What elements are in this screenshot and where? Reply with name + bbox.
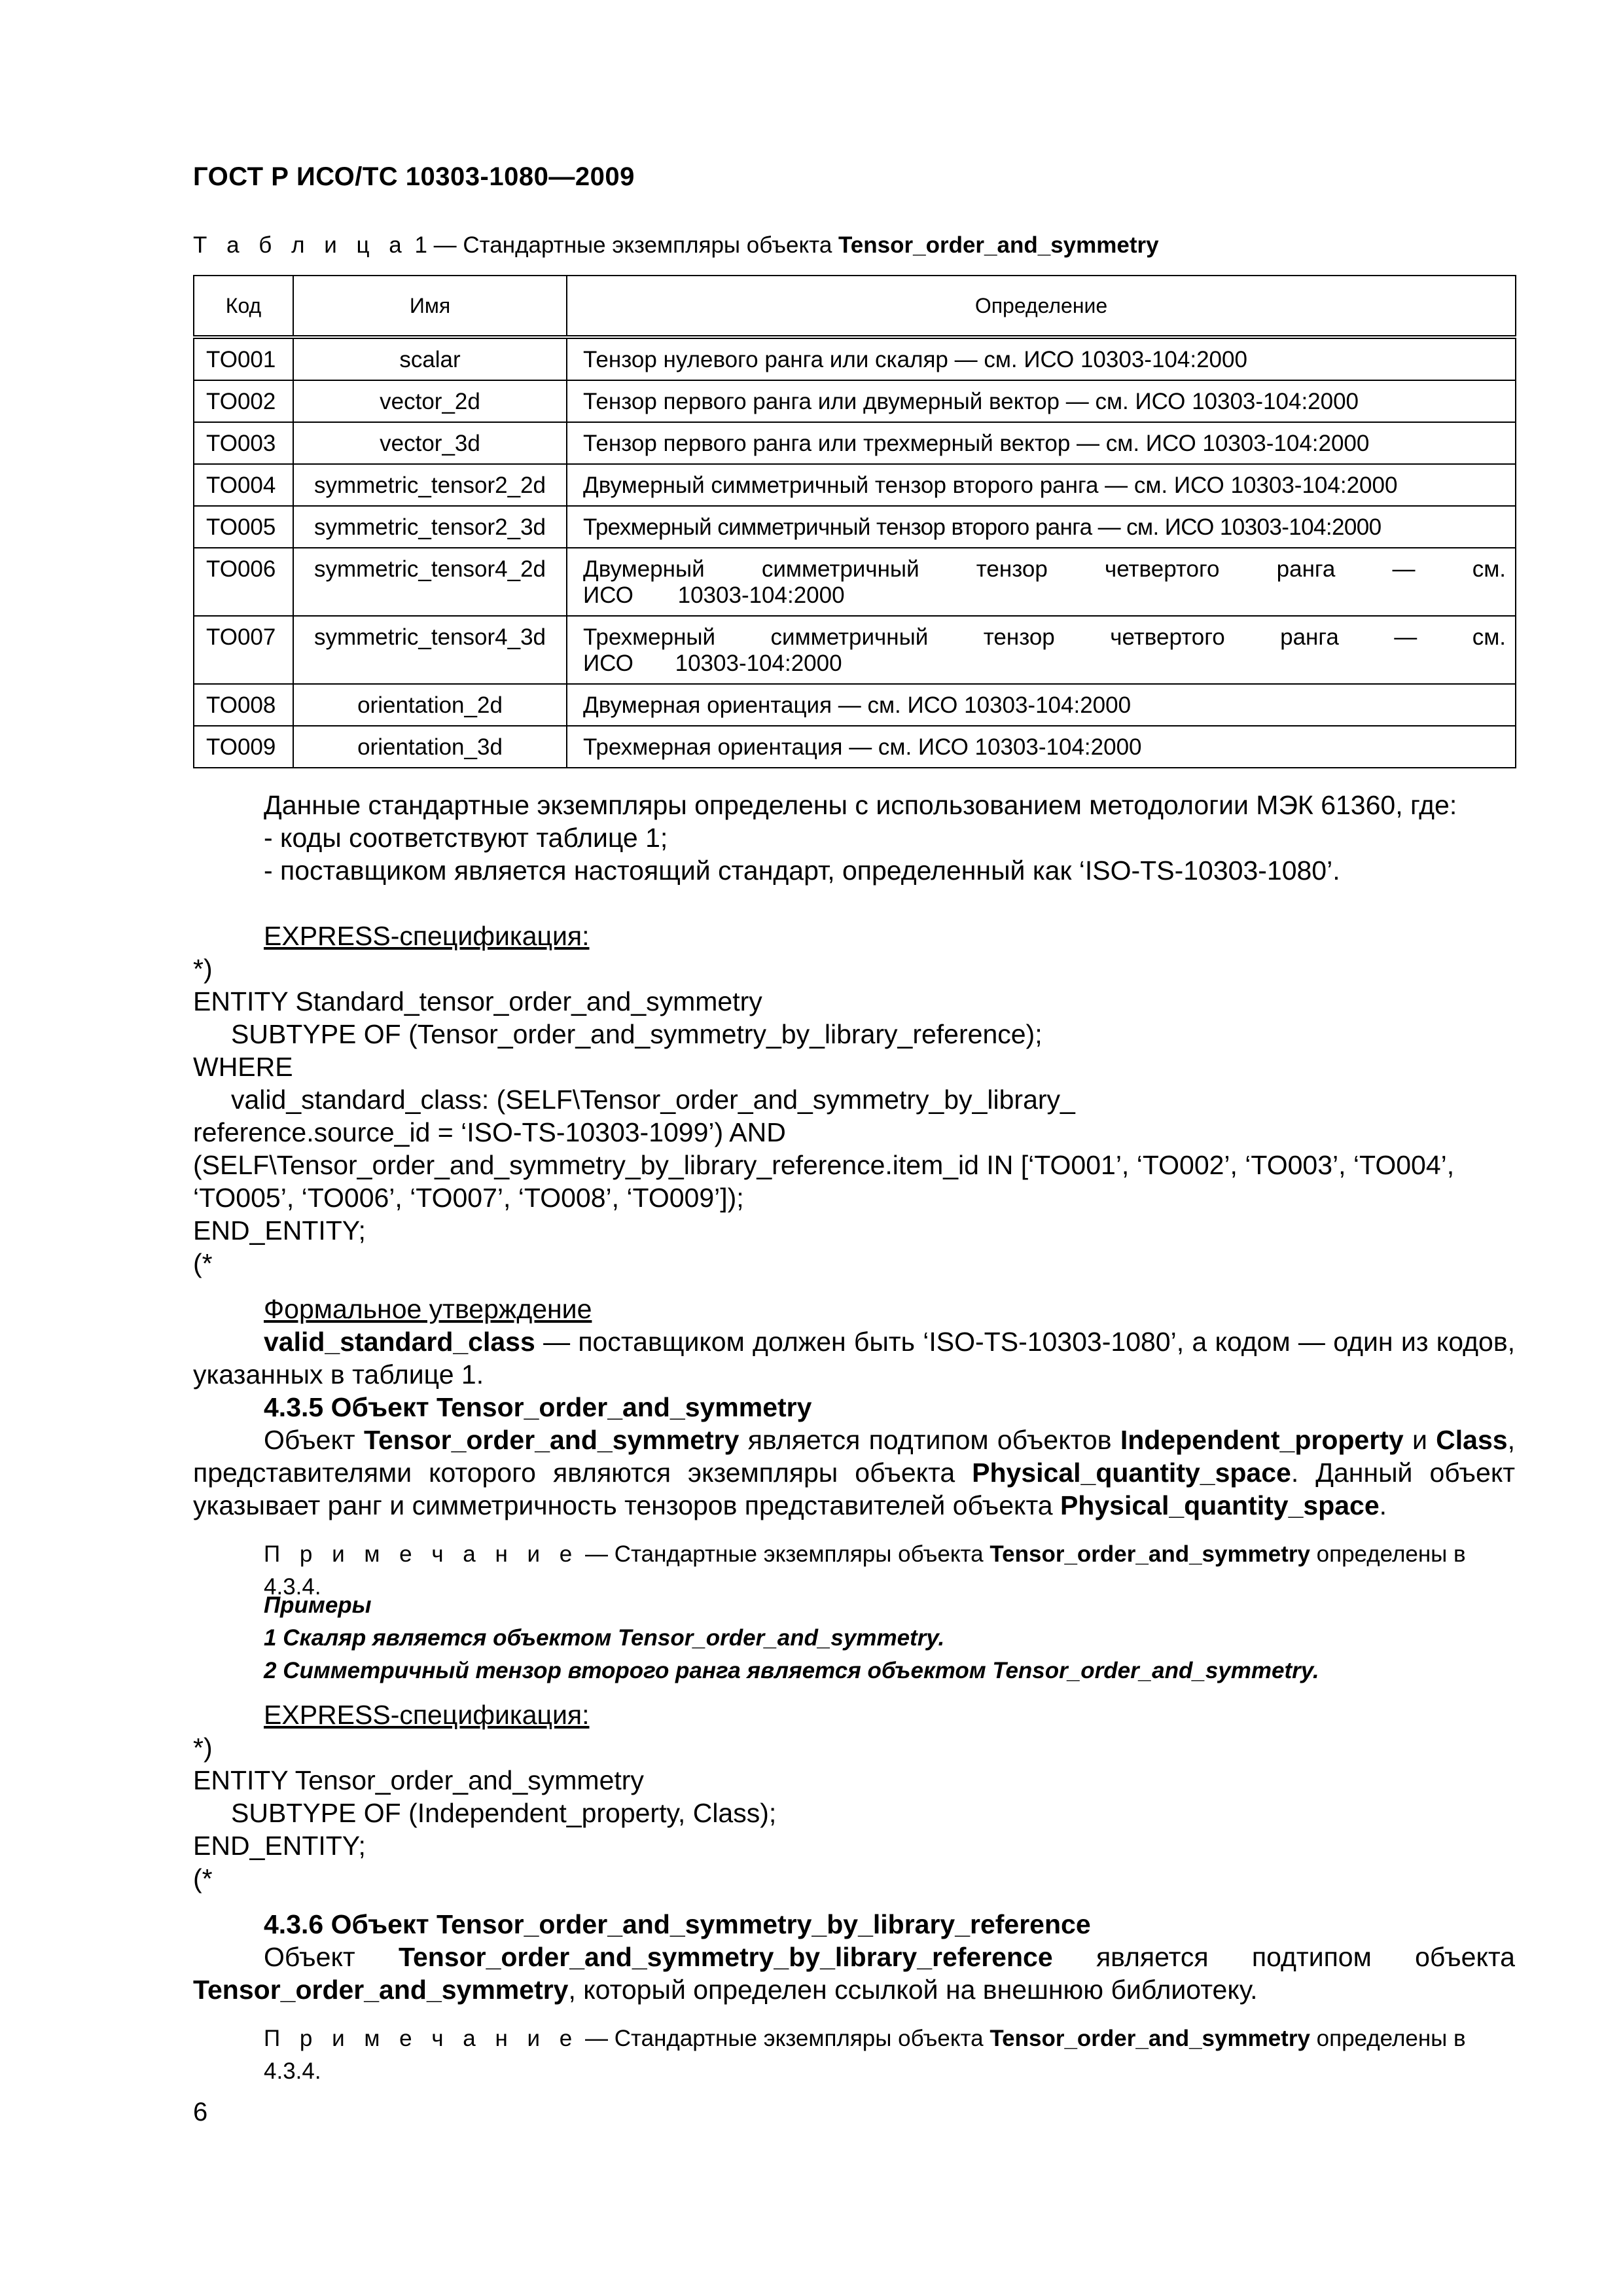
cell-definition: Тензор нулевого ранга или скаляр — см. ИСО 10303-104:2000	[567, 337, 1516, 380]
intro-line: Данные стандартные экземпляры определены с использованием методологии МЭК 61360, где:	[264, 790, 1457, 820]
text-run: является подтипом объекта	[1052, 1942, 1515, 1972]
formal-text	[193, 1325, 1515, 1391]
table-row	[194, 422, 1516, 464]
cell-definition: Трехмерный симметричный тензор четвертого ранга — см. ИСО 10303-104:2000	[567, 616, 1516, 684]
entity-ref: Class	[1436, 1425, 1508, 1455]
table-row	[194, 616, 1516, 684]
document-header: ГОСТ Р ИСО/ТС 10303-1080—2009	[193, 162, 635, 191]
cell-code: TO004	[194, 464, 293, 506]
cell-name: orientation_2d	[293, 684, 567, 726]
table-row	[194, 337, 1516, 380]
note-line	[193, 2022, 1515, 2088]
code-line: *)	[193, 954, 213, 984]
entity-ref: Physical_quantity_space	[972, 1458, 1291, 1488]
cell-name: orientation_3d	[293, 726, 567, 768]
examples-block	[193, 1589, 1515, 1687]
text-run: и	[1403, 1425, 1436, 1455]
example-item: 1 Скаляр является объектом Tensor_order_and_symmetry.	[264, 1625, 945, 1651]
table-row	[194, 684, 1516, 726]
cell-definition: Тензор первого ранга или двумерный вектор — см. ИСО 10303-104:2000	[567, 380, 1516, 422]
cell-name: vector_3d	[293, 422, 567, 464]
code-line: ENTITY Standard_tensor_order_and_symmetry	[193, 986, 762, 1016]
table-row	[194, 726, 1516, 768]
cell-definition: Двумерная ориентация — см. ИСО 10303-104:2000	[567, 684, 1516, 726]
text-run: , представителями которого являются экземпляры объекта	[193, 1425, 1515, 1488]
code-line: reference.source_id = ‘ISO-TS-10303-1099’) AND	[193, 1117, 786, 1147]
code-line: ‘TO005’, ‘TO006’, ‘TO007’, ‘TO008’, ‘TO009’]);	[193, 1183, 744, 1213]
note-tail: определены в 4.3.4.	[264, 2026, 1466, 2084]
section-4-3-5	[193, 1391, 1515, 1522]
cell-code: TO009	[194, 726, 293, 768]
code-line: (*	[193, 1248, 213, 1278]
section-4-3-6	[193, 1908, 1515, 2006]
table-caption-entity: Tensor_order_and_symmetry	[838, 232, 1159, 258]
cell-name: symmetric_tensor4_3d	[293, 616, 567, 684]
table-row	[194, 380, 1516, 422]
text-run: является подтипом объектов	[739, 1425, 1120, 1455]
section-paragraph	[193, 1941, 1515, 2006]
code-line: *)	[193, 1732, 213, 1763]
note-tail: определены в 4.3.4.	[264, 1541, 1466, 1600]
intro-bullet: - коды соответствуют таблице 1;	[264, 823, 668, 853]
entity-ref: Tensor_order_and_symmetry	[363, 1425, 740, 1455]
express-spec-2	[193, 1698, 1515, 1895]
cell-code: TO007	[194, 616, 293, 684]
formal-statement	[193, 1293, 1515, 1391]
express-heading: EXPRESS-спецификация:	[264, 1700, 590, 1730]
code-line: END_ENTITY;	[193, 1831, 366, 1861]
cell-code: TO008	[194, 684, 293, 726]
cell-name: symmetric_tensor2_2d	[293, 464, 567, 506]
code-line: (*	[193, 1863, 213, 1893]
cell-code: TO003	[194, 422, 293, 464]
intro-bullet: - поставщиком является настоящий стандарт, определенный как ‘ISO-TS-10303-1080’.	[264, 855, 1340, 886]
note-text: — Стандартные экземпляры объекта	[579, 1541, 990, 1567]
note-4-3-6	[193, 2022, 1515, 2088]
note-text: — Стандартные экземпляры объекта	[579, 2026, 990, 2051]
text-run: Объект	[264, 1942, 399, 1972]
entity-ref: Independent_property	[1120, 1425, 1404, 1455]
cell-definition: Трехмерная ориентация — см. ИСО 10303-104:2000	[567, 726, 1516, 768]
examples-heading: Примеры	[264, 1592, 372, 1618]
table-row	[194, 506, 1516, 548]
cell-name: symmetric_tensor2_3d	[293, 506, 567, 548]
entity-ref: Tensor_order_and_symmetry	[193, 1975, 569, 2005]
formal-term: valid_standard_class	[264, 1327, 535, 1357]
cell-name: scalar	[293, 337, 567, 380]
code-line-text: (SELF\Tensor_order_and_symmetry_by_library_reference.item_id IN [‘TO001’, ‘TO002’, ‘TO003’, ‘TO004’,	[193, 1150, 1455, 1180]
code-line: SUBTYPE OF (Independent_property, Class);	[231, 1798, 777, 1828]
table-caption	[193, 232, 1159, 259]
example-item: 2 Симметричный тензор второго ранга является объектом Tensor_order_and_symmetry.	[264, 1658, 1319, 1683]
column-header-code: Код	[194, 276, 293, 337]
cell-definition: Трехмерный симметричный тензор второго ранга — см. ИСО 10303-104:2000	[567, 506, 1516, 548]
table-row	[194, 464, 1516, 506]
table-caption-text: 1 — Стандартные экземпляры объекта	[408, 232, 839, 258]
standard-instances-table	[193, 275, 1516, 768]
column-header-definition: Определение	[567, 276, 1516, 337]
cell-definition: Двумерный симметричный тензор четвертого ранга — см. ИСО 10303-104:2000	[567, 548, 1516, 616]
code-line: SUBTYPE OF (Tensor_order_and_symmetry_by_library_reference);	[231, 1019, 1043, 1049]
text-run: .	[1379, 1490, 1387, 1520]
page-number: 6	[193, 2098, 208, 2126]
code-line: valid_standard_class: (SELF\Tensor_order_and_symmetry_by_library_	[231, 1085, 1075, 1115]
section-paragraph	[193, 1424, 1515, 1522]
cell-name: symmetric_tensor4_2d	[293, 548, 567, 616]
cell-name: vector_2d	[293, 380, 567, 422]
express-heading: EXPRESS-спецификация:	[264, 921, 590, 951]
express-spec-1	[193, 920, 1515, 1280]
code-line: ENTITY Tensor_order_and_symmetry	[193, 1765, 644, 1795]
text-run: . Данный объект указывает ранг и симметричность тензоров представителей объекта	[193, 1458, 1515, 1520]
entity-ref: Physical_quantity_space	[1060, 1490, 1380, 1520]
text-run: , который определен ссылкой на внешнюю библиотеку.	[568, 1975, 1258, 2005]
column-header-name: Имя	[293, 276, 567, 337]
formal-heading: Формальное утверждение	[264, 1294, 592, 1324]
cell-definition: Двумерный симметричный тензор второго ранга — см. ИСО 10303-104:2000	[567, 464, 1516, 506]
table-header-row	[194, 276, 1516, 337]
cell-code: TO001	[194, 337, 293, 380]
cell-code: TO005	[194, 506, 293, 548]
code-line	[193, 1149, 1515, 1181]
formal-body: — поставщиком должен быть ‘ISO-TS-10303-1080’, а кодом — один из кодов, указанных в таблице 1.	[193, 1327, 1515, 1390]
cell-code: TO006	[194, 548, 293, 616]
section-title: 4.3.5 Объект Tensor_order_and_symmetry	[264, 1392, 812, 1422]
cell-definition: Тензор первого ранга или трехмерный вектор — см. ИСО 10303-104:2000	[567, 422, 1516, 464]
table-caption-prefix: Т а б л и ц а	[193, 232, 408, 258]
entity-ref: Tensor_order_and_symmetry	[990, 1541, 1310, 1567]
code-line: END_ENTITY;	[193, 1215, 366, 1246]
cell-code: TO002	[194, 380, 293, 422]
entity-ref: Tensor_order_and_symmetry_by_library_reference	[398, 1942, 1053, 1972]
entity-ref: Tensor_order_and_symmetry	[990, 2026, 1310, 2051]
table-row	[194, 548, 1516, 616]
section-title: 4.3.6 Объект Tensor_order_and_symmetry_by_library_reference	[264, 1909, 1091, 1939]
intro-paragraph	[193, 789, 1515, 887]
note-prefix: П р и м е ч а н и е	[264, 1541, 579, 1567]
code-line: WHERE	[193, 1052, 293, 1082]
text-run: Объект	[264, 1425, 364, 1455]
note-prefix: П р и м е ч а н и е	[264, 2026, 579, 2051]
